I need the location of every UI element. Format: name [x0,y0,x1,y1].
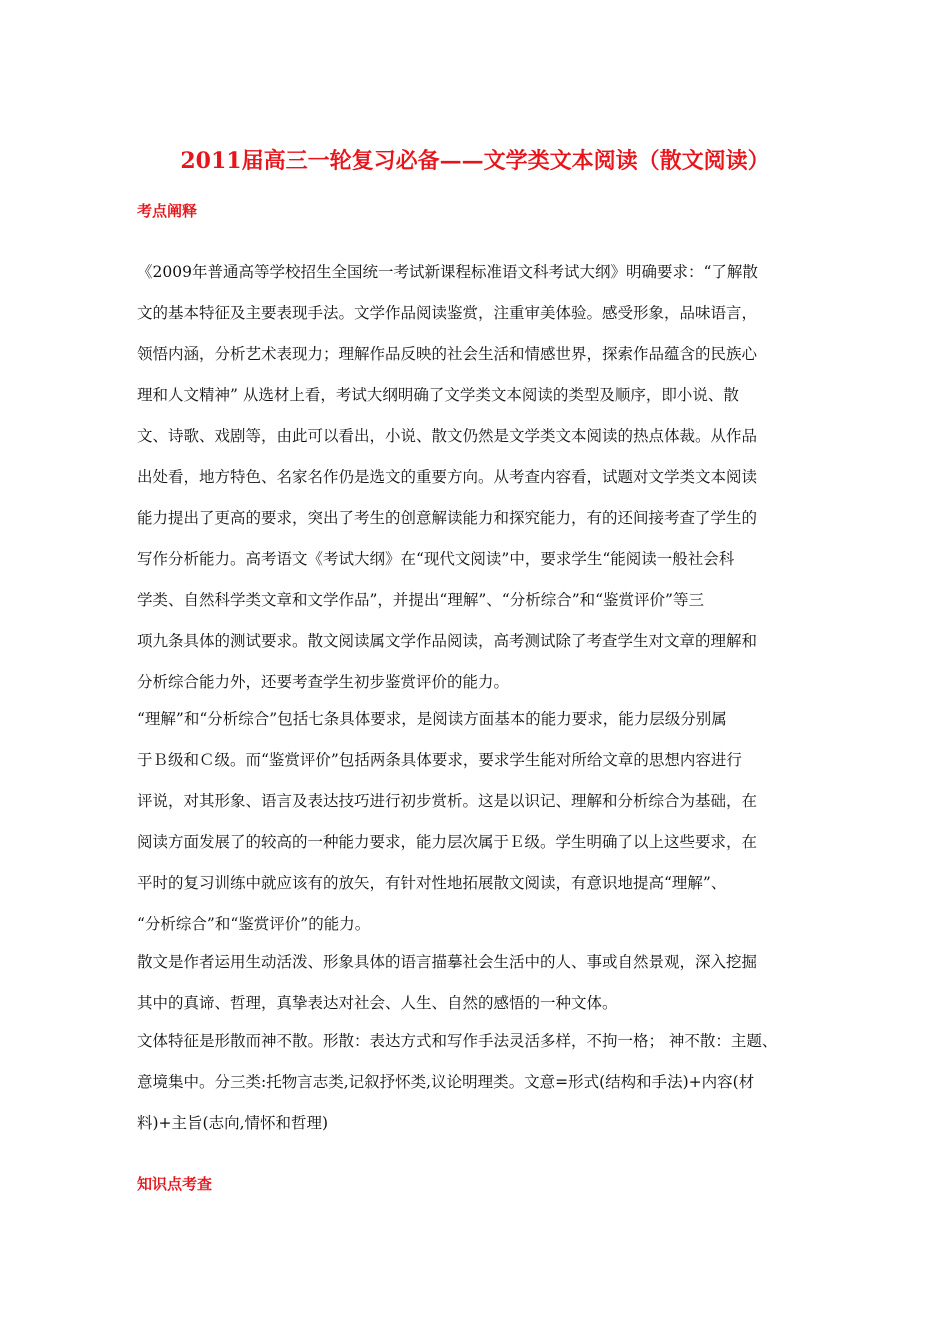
text-line: 《2009年普通高等学校招生全国统一考试新课程标准语文科考试大纲》明确要求：“了解散 [137,263,758,281]
text-line: 出处看，地方特色、名家名作仍是选文的重要方向。从考查内容看，试题对文学类文本阅读 [137,468,758,486]
text-line: 平时的复习训练中就应该有的放矢，有针对性地拓展散文阅读，有意识地提高“理解”、 [137,874,727,892]
page-title: 2011届高三一轮复习必备——文学类文本阅读（散文阅读） [180,148,770,174]
text-line: 文、诗歌、戏剧等，由此可以看出，小说、散文仍然是文学类文本阅读的热点体裁。从作品 [137,427,758,445]
text-line: 于Ｂ级和Ｃ级。而“鉴赏评价”包括两条具体要求，要求学生能对所给文章的思想内容进行 [137,751,742,769]
text-line: 意境集中。分三类:托物言志类,记叙抒怀类,议论明理类。文意=形式(结构和手法)+内容(材 [137,1073,755,1091]
text-line: 领悟内涵，分析艺术表现力；理解作品反映的社会生活和情感世界，探索作品蕴含的民族心 [137,345,758,363]
text-line: 分析综合能力外，还要考查学生初步鉴赏评价的能力。 [137,673,510,691]
text-line: 评说，对其形象、语言及表达技巧进行初步赏析。这是以识记、理解和分析综合为基础，在 [137,792,758,810]
text-line: 能力提出了更高的要求，突出了考生的创意解读能力和探究能力，有的还间接考查了学生的 [137,509,758,527]
text-line: 写作分析能力。高考语文《考试大纲》在“现代文阅读”中，要求学生“能阅读一般社会科 [137,550,735,568]
section-heading-kaodian: 考点阐释 [137,202,198,220]
text-line: “分析综合”和“鉴赏评价”的能力。 [137,915,371,933]
text-line: 其中的真谛、哲理，真挚表达对社会、人生、自然的感悟的一种文体。 [137,994,618,1012]
section-heading-zhishidian: 知识点考查 [137,1175,213,1193]
text-line: 散文是作者运用生动活泼、形象具体的语言描摹社会生活中的人、事或自然景观，深入挖掘 [137,953,758,971]
text-line: 项九条具体的测试要求。散文阅读属文学作品阅读，高考测试除了考查学生对文章的理解和 [137,632,758,650]
text-line: 理和人文精神” 从选材上看，考试大纲明确了文学类文本阅读的类型及顺序，即小说、散 [137,386,739,404]
text-line: 文的基本特征及主要表现手法。文学作品阅读鉴赏，注重审美体验。感受形象，品味语言， [137,304,758,322]
text-line: 料)+主旨(志向,情怀和哲理) [137,1114,329,1132]
text-line: 文体特征是形散而神不散。形散：表达方式和写作手法灵活多样，不拘一格； 神不散：主题、 [137,1032,778,1050]
text-line: 学类、自然科学类文章和文学作品”，并提出“理解”、“分析综合”和“鉴赏评价”等三 [137,591,704,609]
text-line: 阅读方面发展了的较高的一种能力要求，能力层次属于Ｅ级。学生明确了以上这些要求，在 [137,833,758,851]
text-line: “理解”和“分析综合”包括七条具体要求，是阅读方面基本的能力要求，能力层级分别属 [137,710,727,728]
